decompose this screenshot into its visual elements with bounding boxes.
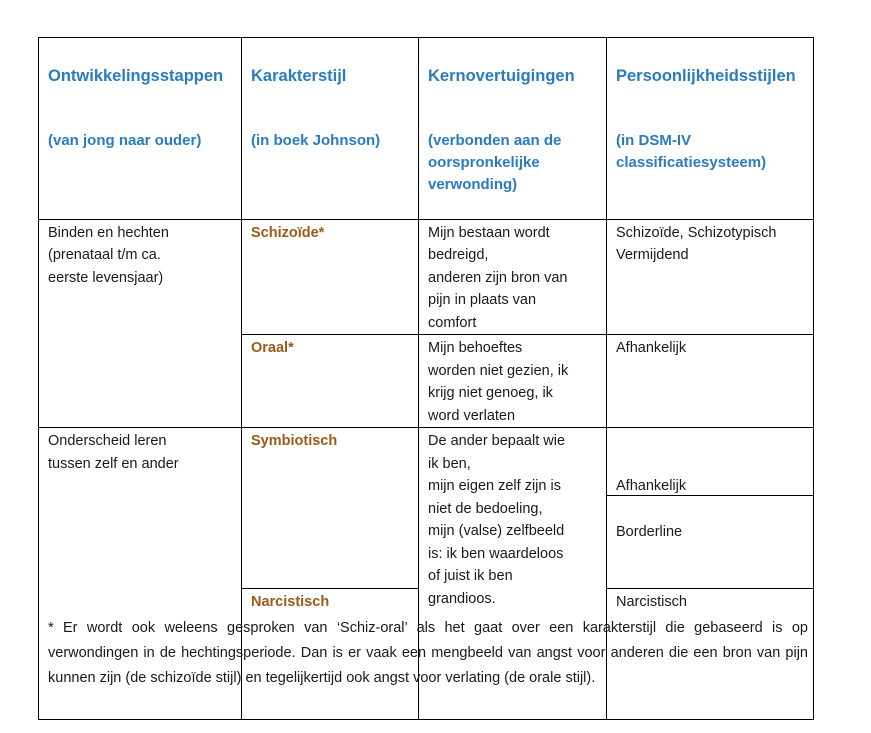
header-cell-character-style bbox=[242, 38, 419, 220]
dsm-style-split bbox=[607, 451, 813, 566]
character-style-cell: Schizoïde* bbox=[242, 219, 419, 335]
header-title: Persoonlijkheidsstijlen bbox=[616, 66, 796, 85]
header-cell-stages bbox=[39, 38, 242, 220]
header-subtitle: (van jong naar ouder) bbox=[48, 132, 202, 149]
stage-cell: Onderscheid leren tussen zelf en ander bbox=[39, 428, 242, 720]
header-cell-core-beliefs bbox=[419, 38, 607, 220]
table-row bbox=[39, 428, 814, 589]
dsm-style-cell: Afhankelijk bbox=[607, 335, 814, 428]
dsm-style-item: Afhankelijk bbox=[607, 473, 813, 496]
dsm-style-cell-split bbox=[607, 428, 814, 589]
dsm-style-cell: Narcistisch bbox=[607, 589, 814, 720]
header-subtitle: (verbonden aan de oorspronkelijke verwonding) bbox=[428, 132, 562, 193]
character-style-cell: Oraal* bbox=[242, 335, 419, 428]
character-style-cell: Narcistisch bbox=[242, 589, 419, 720]
header-subtitle: (in boek Johnson) bbox=[251, 132, 381, 149]
header-title: Kernovertuigingen bbox=[428, 66, 575, 85]
stage-cell: Binden en hechten (prenataal t/m ca. eerste levensjaar) bbox=[39, 219, 242, 428]
core-belief-cell: De ander bepaalt wie ik ben, mijn eigen zelf zijn is niet de bedoeling, mijn (valse) zelfbeeld is: ik ben waardeloos of juist ik ben grandioos. bbox=[419, 428, 607, 720]
core-belief-cell: Mijn bestaan wordt bedreigd, anderen zijn bron van pijn in plaats van comfort bbox=[419, 219, 607, 335]
header-cell-personality-styles bbox=[607, 38, 814, 220]
dsm-style-item: Borderline bbox=[616, 523, 683, 540]
header-title: Ontwikkelingsstappen bbox=[48, 66, 224, 85]
footnote: * Er wordt ook weleens gesproken van ‘Schiz-oral’ als het gaat over een karakterstijl die gebaseerd is op verwondingen in de hechtingsperiode. Dan is er vaak een mengbeeld van angst voor anderen die een bron van pijn kunnen zijn (de schizoïde stijl) en tegelijkertijd ook angst voor verlating (de orale stijl). bbox=[48, 619, 808, 686]
character-style-cell: Symbiotisch bbox=[242, 428, 419, 589]
table-row bbox=[39, 219, 814, 335]
header-row bbox=[39, 38, 814, 220]
core-belief-cell: Mijn behoeftes worden niet gezien, ik krijg niet genoeg, ik word verlaten bbox=[419, 335, 607, 428]
header-title: Karakterstijl bbox=[251, 66, 347, 85]
dsm-style-cell: Schizoïde, Schizotypisch Vermijdend bbox=[607, 219, 814, 335]
header-subtitle: (in DSM-IV classificatiesysteem) bbox=[616, 132, 767, 171]
